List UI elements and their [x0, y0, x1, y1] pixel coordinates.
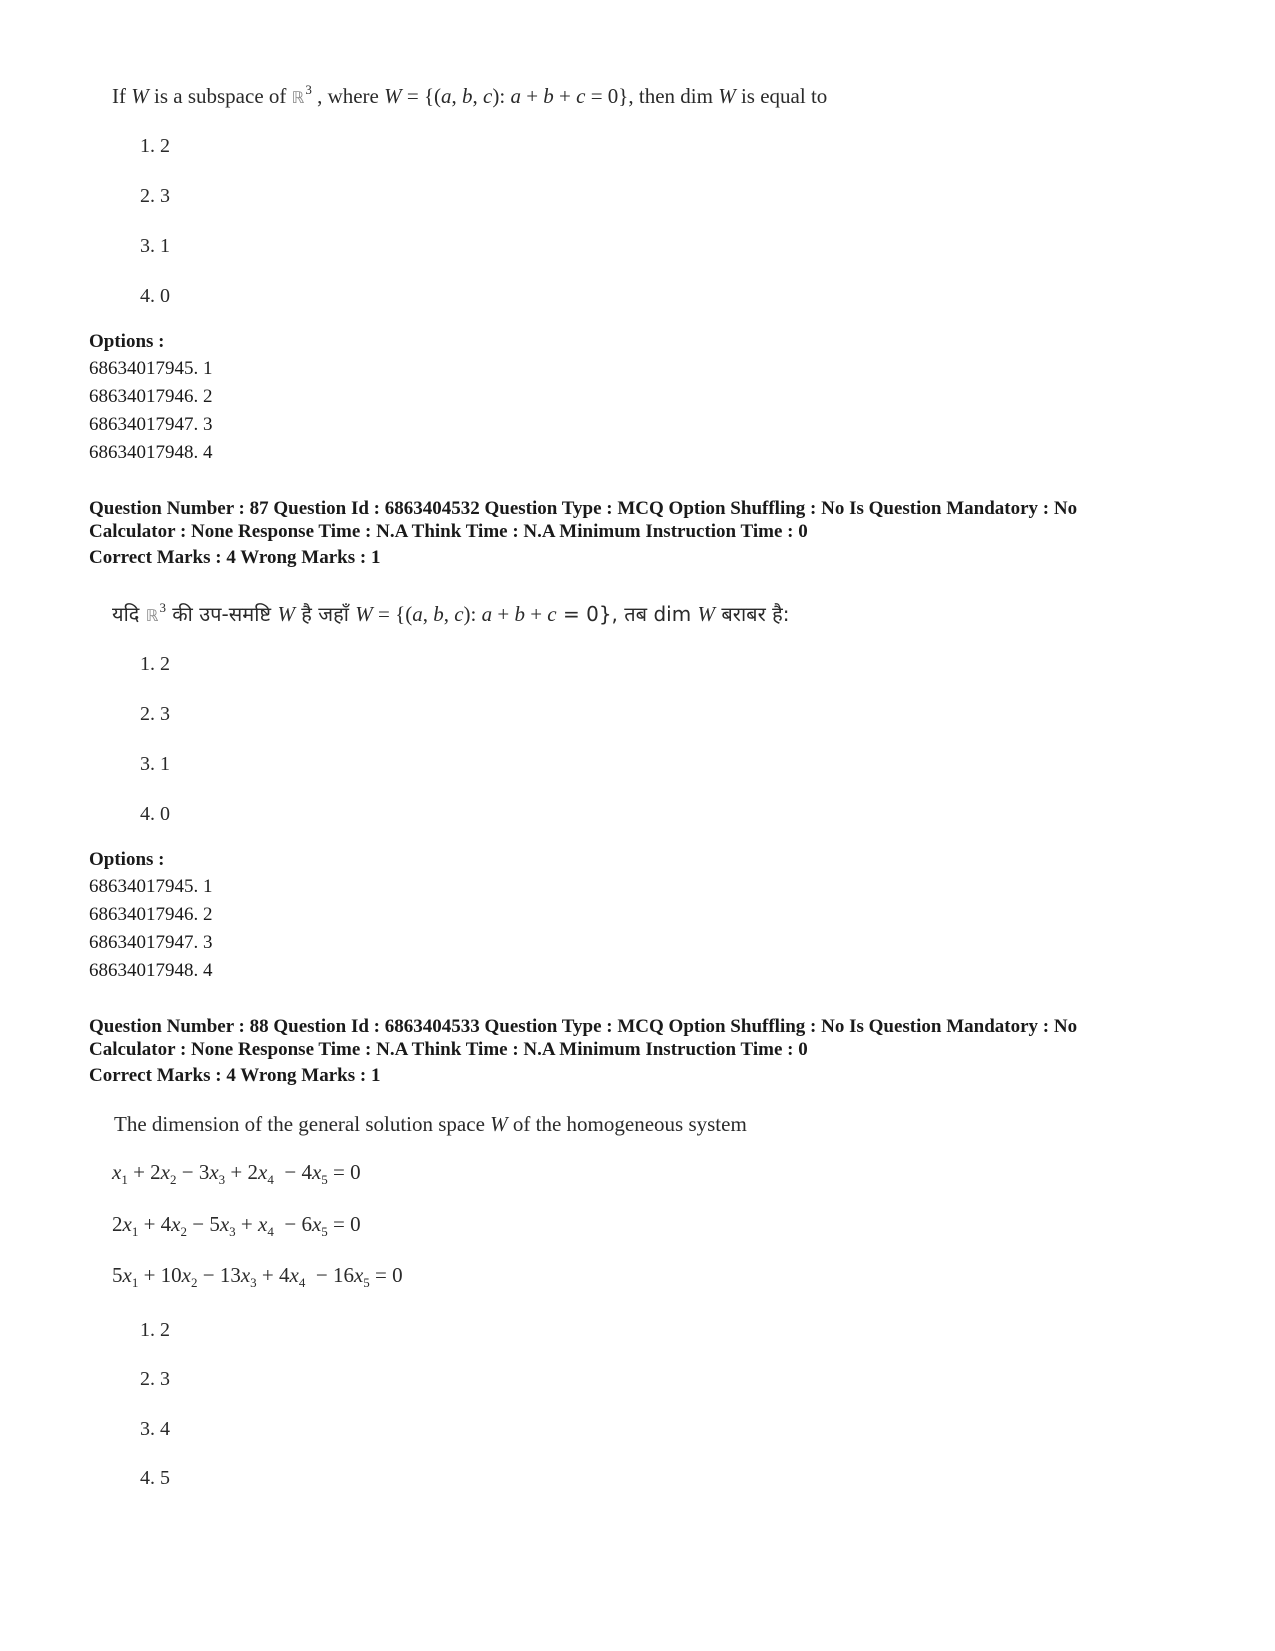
- math-var: x: [209, 1160, 219, 1184]
- math-var: x: [122, 1212, 132, 1236]
- question-86-text: [112, 84, 827, 109]
- math-var: b: [433, 602, 444, 626]
- text-span: +: [492, 602, 515, 626]
- text-span: की उप-समष्टि: [165, 602, 278, 626]
- subscript: 5: [321, 1172, 328, 1187]
- coefficient: 2: [112, 1212, 123, 1236]
- option-id-line: 68634017945. 1: [89, 358, 213, 379]
- operator: −: [187, 1212, 210, 1236]
- operator: +: [127, 1160, 151, 1184]
- question-88-meta: [89, 1015, 1077, 1087]
- math-var: b: [543, 84, 554, 108]
- math-var: W: [718, 84, 736, 108]
- meta-line: Calculator : None Response Time : N.A Think Time : N.A Minimum Instruction Time : 0: [89, 1039, 808, 1060]
- choice-item: 3. 1: [140, 753, 170, 775]
- text-span: +: [524, 602, 548, 626]
- question-87-text: [112, 600, 789, 627]
- subscript: 2: [180, 1224, 187, 1239]
- options-list: [89, 355, 213, 467]
- math-var: x: [311, 1212, 322, 1236]
- coefficient: 6: [301, 1212, 312, 1236]
- choice-item: 3. 4: [140, 1418, 170, 1440]
- meta-line: Question Number : 87 Question Id : 6863404532 Question Type : MCQ Option Shuffling : No Is Question Mandatory : No: [89, 498, 1078, 519]
- math-var: x: [289, 1263, 299, 1287]
- text-span: = 0}, then dim: [585, 84, 719, 108]
- real-numbers-symbol: ℝ: [291, 88, 305, 107]
- subscript: 1: [131, 1275, 139, 1290]
- math-var: x: [181, 1263, 191, 1287]
- choice-item: 4. 5: [140, 1467, 170, 1489]
- subscript: 1: [121, 1172, 128, 1187]
- meta-line: Correct Marks : 4 Wrong Marks : 1: [89, 547, 381, 568]
- text-span: is a subspace of: [148, 84, 292, 108]
- subscript: 3: [250, 1275, 257, 1290]
- option-id-line: 68634017948. 4: [89, 442, 213, 463]
- subscript: 2: [170, 1172, 177, 1187]
- equation-2: [112, 1212, 361, 1237]
- math-var: c: [547, 602, 557, 626]
- subscript: 4: [298, 1275, 306, 1290]
- coefficient: 2: [150, 1160, 161, 1184]
- math-var: W: [490, 1112, 508, 1136]
- equation-rhs: = 0: [327, 1160, 361, 1184]
- choice-item: 1. 2: [140, 653, 170, 675]
- coefficient: 5: [112, 1263, 123, 1287]
- math-var: c: [454, 602, 464, 626]
- real-numbers-symbol: ℝ: [145, 606, 159, 625]
- text-span: The dimension of the general solution space: [114, 1112, 491, 1136]
- question-88-text: [114, 1112, 747, 1137]
- operator: −: [305, 1263, 333, 1287]
- exponent: 3: [159, 600, 166, 615]
- math-var: W: [277, 602, 295, 626]
- text-span: ):: [463, 602, 482, 626]
- text-span: = {(: [372, 602, 413, 626]
- math-var: W: [697, 602, 716, 626]
- math-var: a: [412, 602, 423, 626]
- coefficient: 4: [160, 1212, 172, 1236]
- subscript: 3: [229, 1224, 236, 1239]
- text-span: यदि: [112, 602, 146, 626]
- operator: −: [273, 1212, 302, 1236]
- coefficient: 4: [279, 1263, 290, 1287]
- choice-item: 4. 0: [140, 285, 170, 307]
- text-span: ,: [472, 84, 484, 108]
- coefficient: 5: [209, 1212, 220, 1236]
- text-span: = {(: [401, 84, 442, 108]
- operator: −: [273, 1160, 302, 1184]
- math-var: x: [258, 1212, 268, 1236]
- meta-line: Calculator : None Response Time : N.A Think Time : N.A Minimum Instruction Time : 0: [89, 521, 808, 542]
- text-span: ,: [451, 84, 463, 108]
- math-var: x: [171, 1212, 181, 1236]
- choice-item: 4. 0: [140, 803, 170, 825]
- operator: +: [138, 1212, 161, 1236]
- option-id-line: 68634017946. 2: [89, 386, 213, 407]
- question-87-meta: [89, 497, 1077, 569]
- math-var: x: [122, 1263, 132, 1287]
- option-id-line: 68634017945. 1: [89, 876, 213, 897]
- options-label: Options :: [89, 849, 165, 870]
- option-id-line: 68634017948. 4: [89, 960, 213, 981]
- math-var: x: [112, 1160, 122, 1184]
- option-id-line: 68634017947. 3: [89, 932, 213, 953]
- coefficient: 3: [198, 1160, 210, 1184]
- choice-item: 2. 3: [140, 185, 170, 207]
- math-var: W: [131, 84, 149, 108]
- choice-item: 1. 2: [140, 1319, 170, 1341]
- choice-item: 2. 3: [140, 1368, 170, 1390]
- math-var: b: [514, 602, 525, 626]
- text-span: +: [553, 84, 577, 108]
- coefficient: 13: [219, 1263, 241, 1287]
- choice-item: 2. 3: [140, 703, 170, 725]
- operator: +: [256, 1263, 280, 1287]
- options-label: Options :: [89, 331, 165, 352]
- meta-line: Correct Marks : 4 Wrong Marks : 1: [89, 1065, 381, 1086]
- equation-rhs: = 0: [369, 1263, 403, 1287]
- operator: +: [138, 1263, 161, 1287]
- exponent: 3: [305, 82, 312, 97]
- coefficient: 4: [301, 1160, 312, 1184]
- math-var: x: [258, 1160, 268, 1184]
- text-span: ):: [492, 84, 511, 108]
- math-var: W: [384, 84, 402, 108]
- math-var: x: [219, 1212, 230, 1236]
- subscript: 5: [363, 1275, 370, 1290]
- subscript: 2: [191, 1275, 198, 1290]
- math-var: x: [240, 1263, 251, 1287]
- coefficient: 2: [247, 1160, 259, 1184]
- coefficient: 10: [160, 1263, 182, 1287]
- choice-item: 1. 2: [140, 135, 170, 157]
- equation-1: [112, 1160, 361, 1185]
- math-var: c: [483, 84, 493, 108]
- meta-line: Question Number : 88 Question Id : 6863404533 Question Type : MCQ Option Shuffling : No Is Question Mandatory : No: [89, 1016, 1078, 1037]
- math-var: x: [311, 1160, 322, 1184]
- text-span: ,: [422, 602, 434, 626]
- option-id-line: 68634017947. 3: [89, 414, 213, 435]
- text-span: ,: [443, 602, 455, 626]
- text-span: of the homogeneous system: [507, 1112, 747, 1136]
- text-span: = 0}, तब dim: [556, 602, 698, 626]
- math-var: a: [510, 84, 521, 108]
- math-var: x: [353, 1263, 364, 1287]
- math-var: W: [355, 602, 373, 626]
- text-span: is equal to: [735, 84, 828, 108]
- text-span: +: [520, 84, 544, 108]
- choice-item: 3. 1: [140, 235, 170, 257]
- math-var: a: [481, 602, 493, 626]
- option-id-line: 68634017946. 2: [89, 904, 213, 925]
- equation-3: [112, 1263, 403, 1288]
- text-span: , where: [311, 84, 385, 108]
- math-var: a: [441, 84, 452, 108]
- options-list: [89, 873, 213, 985]
- subscript: 1: [131, 1224, 139, 1239]
- text-span: If: [112, 84, 132, 108]
- math-var: b: [462, 84, 473, 108]
- operator: −: [176, 1160, 199, 1184]
- operator: −: [197, 1263, 220, 1287]
- subscript: 4: [267, 1172, 274, 1187]
- math-var: c: [576, 84, 586, 108]
- text-span: है जहाँ: [294, 602, 356, 626]
- equation-rhs: = 0: [327, 1212, 361, 1236]
- text-span: बराबर है:: [715, 602, 790, 626]
- subscript: 3: [218, 1172, 226, 1187]
- subscript: 5: [321, 1224, 328, 1239]
- subscript: 4: [267, 1224, 274, 1239]
- coefficient: 16: [332, 1263, 354, 1287]
- math-var: x: [160, 1160, 170, 1184]
- operator: +: [235, 1212, 259, 1236]
- operator: +: [225, 1160, 248, 1184]
